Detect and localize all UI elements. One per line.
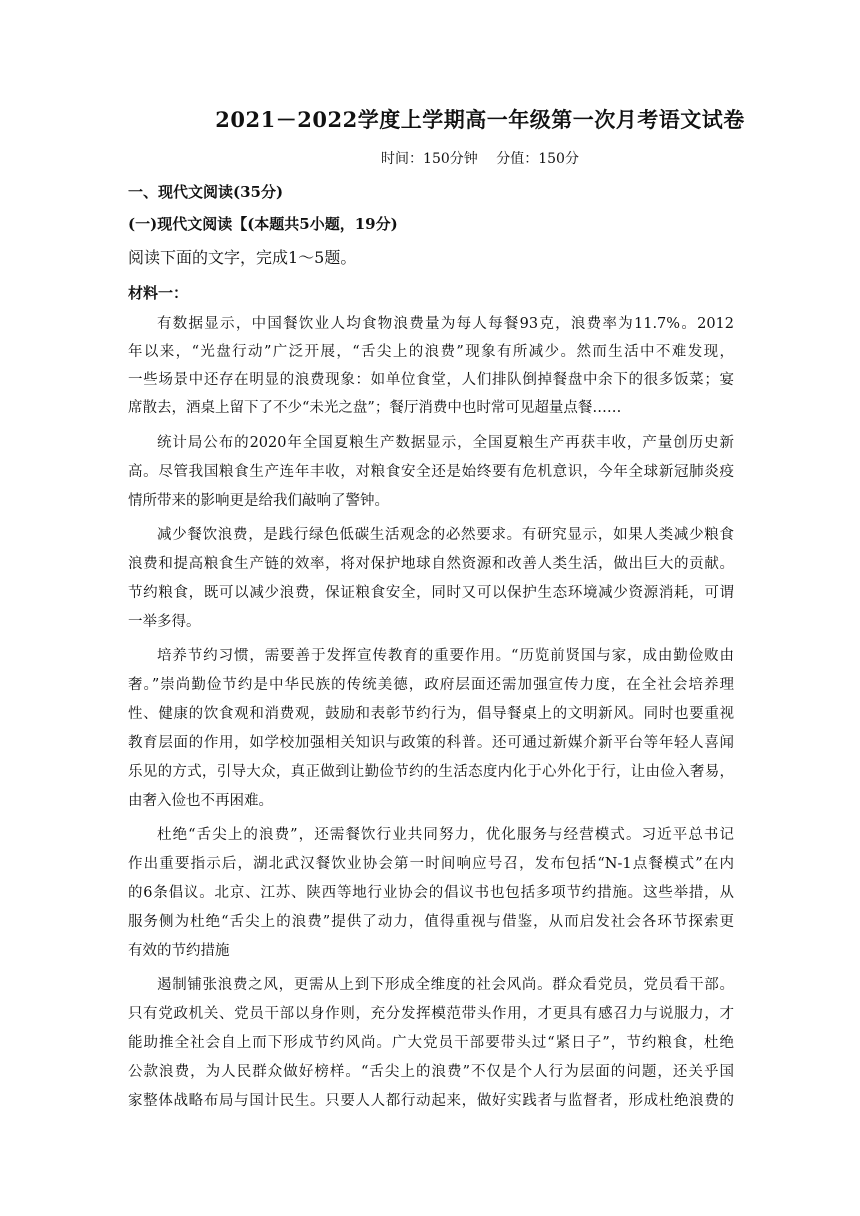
text-line: 只有党政机关、党员干部以身作则，充分发挥模范带头作用，才更具有感召力与说服力，才 — [128, 1006, 734, 1022]
exam-title: 2021－2022学度上学期高一年级第一次月考语文试卷 — [215, 107, 745, 132]
text-line: 公款浪费，为人民群众做好榜样。“舌尖上的浪费”不仅是个人行为层面的问题，还关乎国 — [128, 1064, 734, 1080]
text-line: 高。尽管我国粮食生产连年丰收，对粮食安全还是始终要有危机意识，今年全球新冠肺炎疫 — [128, 464, 734, 480]
text-line: 培养节约习惯，需要善于发挥宣传教育的重要作用。“历览前贤国与家，成由勤俭败由 — [157, 648, 734, 664]
text-line: 能助推全社会自上而下形成节约风尚。广大党员干部要带头过“紧日子”，节约粮食，杜绝 — [128, 1035, 734, 1051]
section-heading: 一、现代文阅读(35分) — [128, 183, 284, 201]
sub-section-heading: (一)现代文阅读【(本题共5小题，19分) — [128, 215, 398, 233]
text-line: 服务侧为杜绝“舌尖上的浪费”提供了动力，值得重视与借鉴，从而启发社会各环节探索更 — [128, 914, 734, 930]
text-line: 减少餐饮浪费，是践行绿色低碳生活观念的必然要求。有研究显示，如果人类减少粮食 — [157, 527, 734, 543]
text-line: 一举多得。 — [128, 614, 201, 630]
text-line: 有数据显示，中国餐饮业人均食物浪费量为每人每餐93克，浪费率为11.7%。2012 — [157, 316, 734, 332]
text-line: 年以来，“光盘行动”广泛开展，“舌尖上的浪费”现象有所减少。然而生活中不难发现， — [128, 344, 734, 360]
material-label: 材料一： — [128, 284, 189, 302]
text-line: 席散去，酒桌上留下了不少“未光之盘”；餐厅消费中也时常可见超量点餐…… — [128, 400, 622, 416]
text-line: 有效的节约措施 — [128, 943, 230, 959]
text-line: 的6条倡议。北京、江苏、陕西等地行业协会的倡议书也包括多项节约措施。这些举措，从 — [128, 885, 734, 901]
text-line: 一些场景中还存在明显的浪费现象：如单位食堂，人们排队倒掉餐盘中余下的很多饭菜；宴 — [128, 372, 734, 388]
text-line: 性、健康的饮食观和消费观，鼓励和表彰节约行为，倡导餐桌上的文明新风。同时也要重视 — [128, 706, 734, 722]
text-line: 教育层面的作用，如学校加强相关知识与政策的科普。还可通过新媒介新平台等年轻人喜闻 — [128, 735, 734, 751]
text-line: 家整体战略布局与国计民生。只要人人都行动起来，做好实践者与监督者，形成杜绝浪费的 — [128, 1093, 734, 1109]
exam-score: 分值：150分 — [496, 151, 579, 167]
text-line: 统计局公布的2020年全国夏粮生产数据显示，全国夏粮生产再获丰收，产量创历史新 — [157, 435, 734, 451]
text-line: 节约粮食，既可以减少浪费，保证粮食安全，同时又可以保护生态环境减少资源消耗，可谓 — [128, 585, 734, 601]
text-line: 由奢入俭也不再困难。 — [128, 793, 273, 809]
text-line: 作出重要指示后，湖北武汉餐饮业协会第一时间响应号召，发布包括“N-1点餐模式”在内 — [128, 856, 734, 872]
text-line: 乐见的方式，引导大众，真正做到让勤俭节约的生活态度内化于心外化于行，让由俭入奢易， — [128, 764, 734, 780]
text-line: 情所带来的影响更是给我们敲响了警钟。 — [128, 493, 389, 509]
text-line: 杜绝“舌尖上的浪费”，还需餐饮行业共同努力，优化服务与经营模式。习近平总书记 — [157, 827, 734, 843]
reading-instruction: 阅读下面的文字，完成1～5题。 — [128, 248, 357, 267]
text-line: 奢。”崇尚勤俭节约是中华民族的传统美德，政府层面还需加强宣传力度，在全社会培养理 — [128, 677, 734, 693]
text-line: 浪费和提高粮食生产链的效率，将对保护地球自然资源和改善人类生活，做出巨大的贡献。 — [128, 556, 734, 572]
exam-meta — [130, 148, 830, 168]
exam-time: 时间：150分钟 — [381, 151, 478, 167]
text-line: 遏制铺张浪费之风，更需从上到下形成全维度的社会风尚。群众看党员，党员看干部。 — [157, 977, 734, 993]
